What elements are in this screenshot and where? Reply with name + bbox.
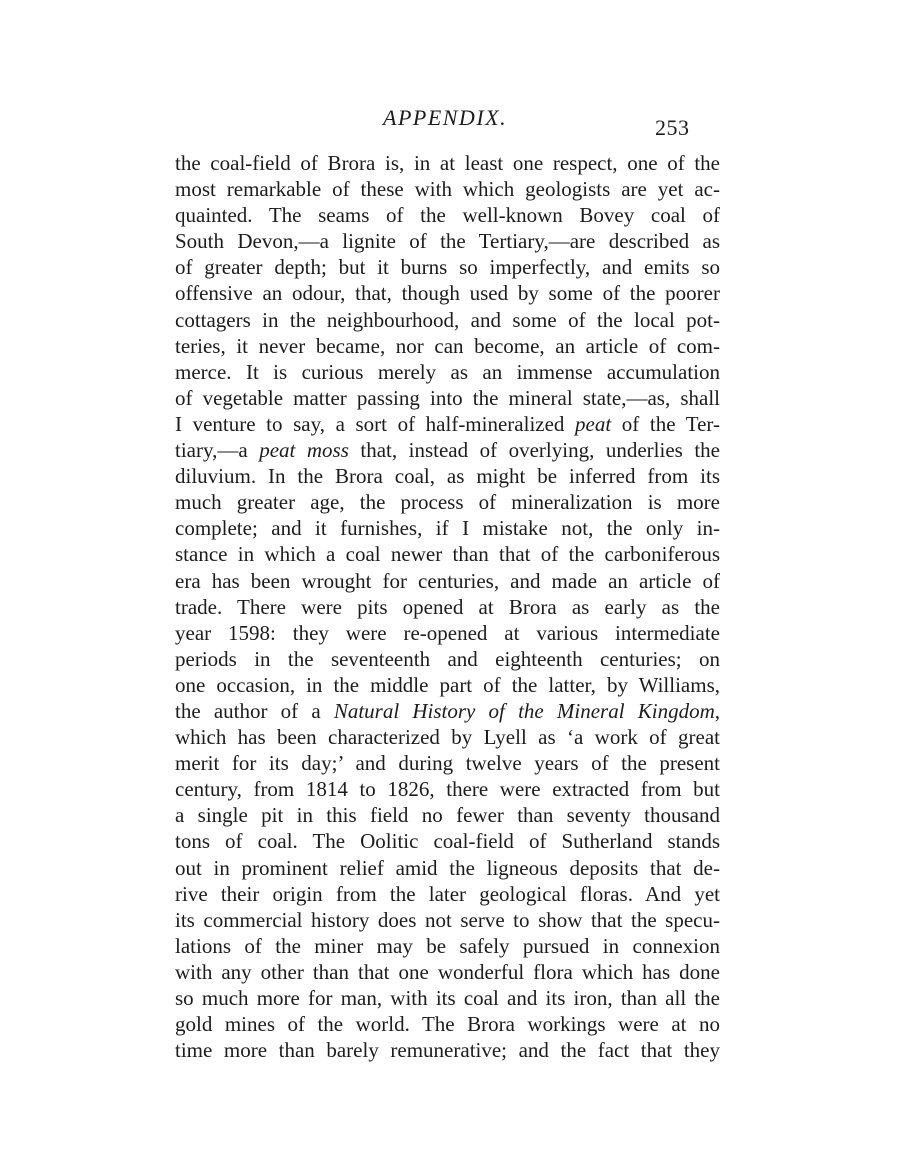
text-line: tons of coal. The Oolitic coal-field of Sutherland stands xyxy=(175,829,720,854)
text-line: trade. There were pits opened at Brora as early as the xyxy=(175,594,720,619)
text-line: much greater age, the process of mineralization is more xyxy=(175,490,720,515)
text-line: quainted. The seams of the well-known Bovey coal of xyxy=(175,203,720,228)
running-head-title: APPENDIX. xyxy=(383,105,508,130)
text-line: South Devon,—a lignite of the Tertiary,—are described as xyxy=(175,229,720,254)
text-line: lations of the miner may be safely pursued in connexion xyxy=(175,933,720,958)
body-text xyxy=(175,150,720,1063)
text-line: merit for its day;’ and during twelve years of the present xyxy=(175,751,720,776)
text-line: a single pit in this field no fewer than seventy thousand xyxy=(175,803,720,828)
text-line: rive their origin from the later geological floras. And yet xyxy=(175,881,720,906)
text-line: the author of a Natural History of the Mineral Kingdom, xyxy=(175,698,720,723)
text-line: most remarkable of these with which geologists are yet ac- xyxy=(175,177,720,202)
italic-text: Natural History of the Mineral Kingdom xyxy=(333,698,715,723)
text-line: time more than barely remunerative; and the fact that they xyxy=(175,1038,720,1063)
running-head xyxy=(0,104,900,138)
text-line: merce. It is curious merely as an immense accumulation xyxy=(175,359,720,384)
text-line: of greater depth; but it burns so imperfectly, and emits so xyxy=(175,255,720,280)
text-line: era has been wrought for centuries, and made an article of xyxy=(175,568,720,593)
text-line: so much more for man, with its coal and its iron, than all the xyxy=(175,986,720,1010)
text-line: diluvium. In the Brora coal, as might be inferred from its xyxy=(175,464,720,489)
text-line: gold mines of the world. The Brora workings were at no xyxy=(175,1012,720,1037)
text-line: teries, it never became, nor can become, an article of com- xyxy=(175,333,720,358)
text-line: one occasion, in the middle part of the latter, by Williams, xyxy=(175,672,720,697)
text-line: its commercial history does not serve to show that the specu- xyxy=(175,907,720,932)
text-line: complete; and it furnishes, if I mistake not, the only in- xyxy=(175,516,720,541)
text-line: periods in the seventeenth and eighteenth centuries; on xyxy=(175,646,720,671)
text-line: the coal-field of Brora is, in at least one respect, one of the xyxy=(175,151,720,175)
italic-text: peat xyxy=(575,411,612,436)
text-line: with any other than that one wonderful flora which has done xyxy=(175,959,720,984)
text-line: century, from 1814 to 1826, there were extracted from but xyxy=(175,777,720,802)
text-line: I venture to say, a sort of half-mineralized peat of the Ter- xyxy=(175,411,720,436)
text-line: which has been characterized by Lyell as ‘a work of great xyxy=(175,725,720,750)
text-line: of vegetable matter passing into the mineral state,—as, shall xyxy=(175,385,720,410)
italic-text: peat moss xyxy=(259,438,349,463)
page-number: 253 xyxy=(655,115,690,140)
text-line: cottagers in the neighbourhood, and some of the local pot- xyxy=(175,307,720,332)
text-line: tiary,—a peat moss that, instead of overlying, underlies the xyxy=(175,438,720,463)
text-line: stance in which a coal newer than that of the carboniferous xyxy=(175,542,720,567)
text-line: year 1598: they were re-opened at various intermediate xyxy=(175,620,720,645)
text-line: offensive an odour, that, though used by some of the poorer xyxy=(175,281,720,306)
text-line: out in prominent relief amid the ligneous deposits that de- xyxy=(175,855,720,880)
